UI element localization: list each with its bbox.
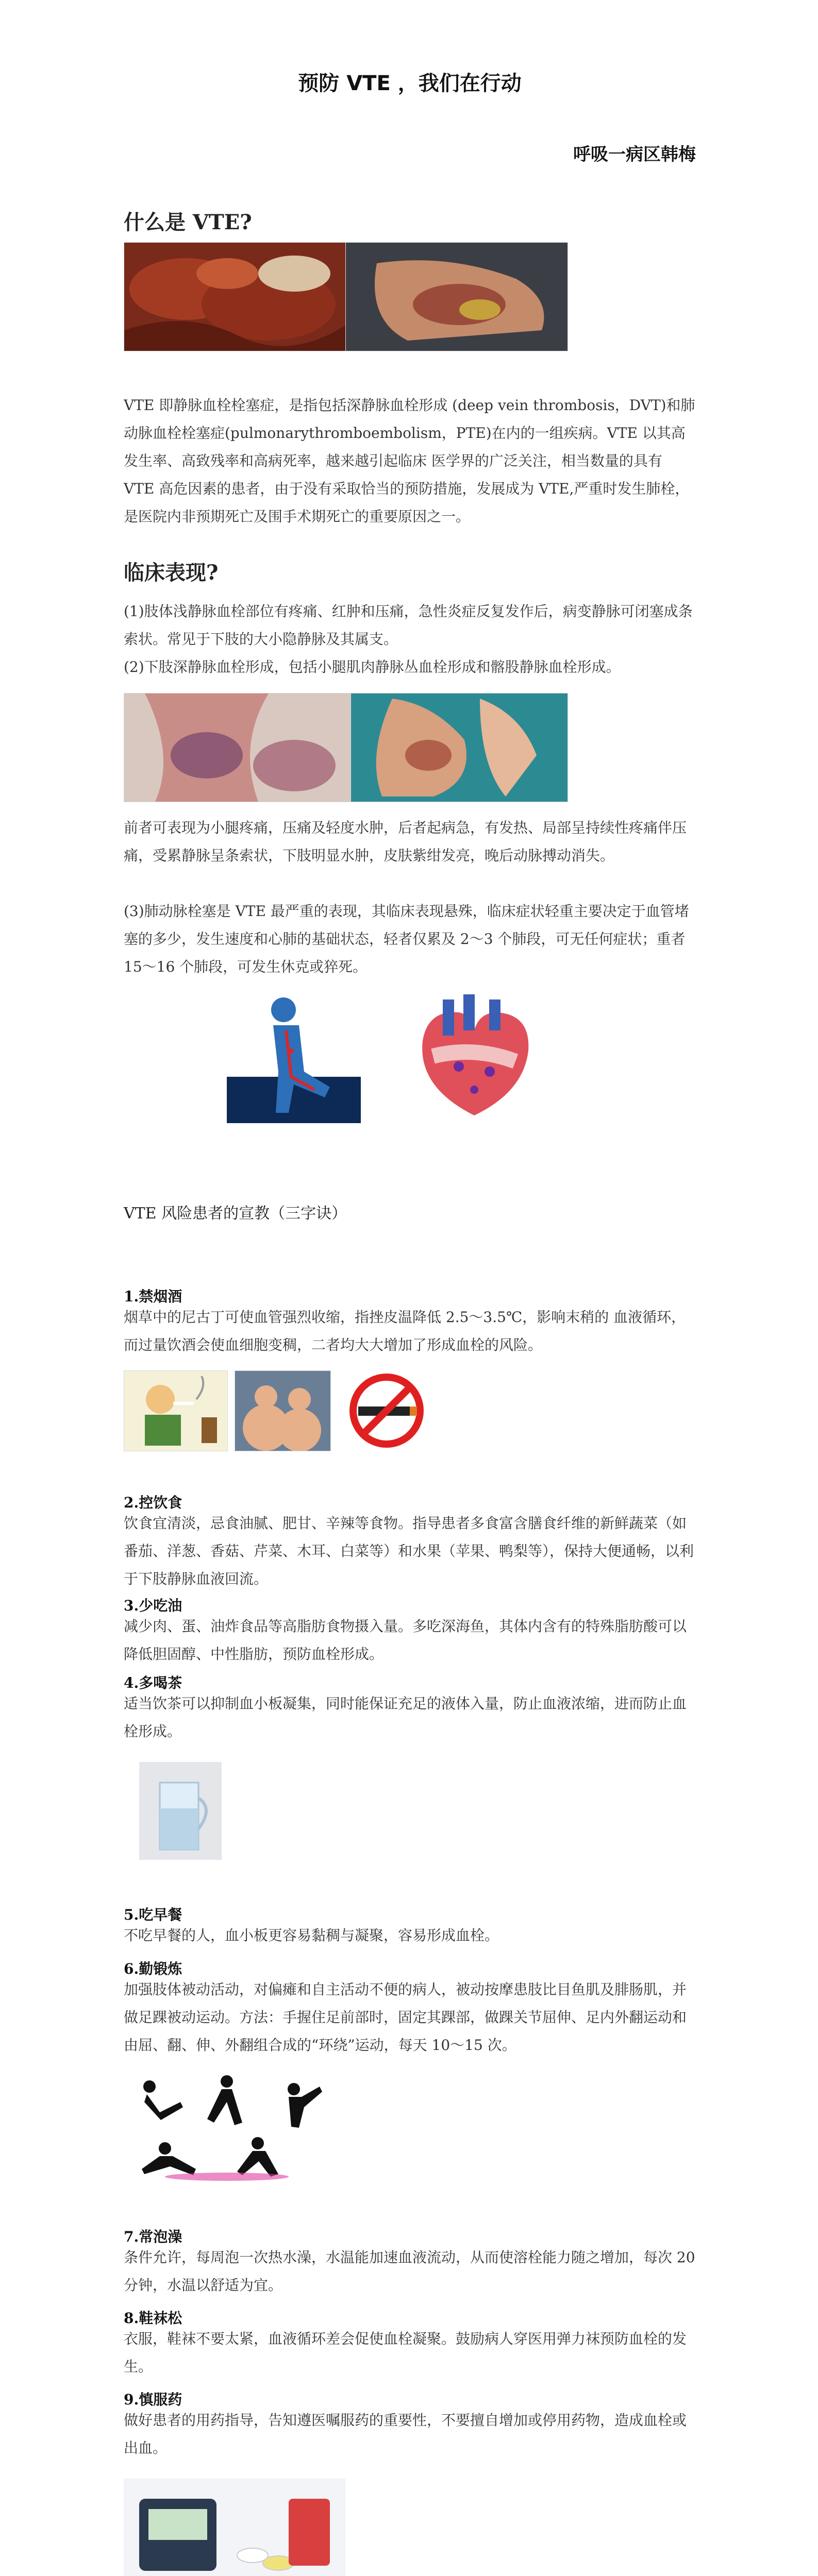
edu-item-5-text: 不吃早餐的人，血小板更容易黏稠与凝聚，容易形成血栓。 — [124, 1927, 499, 1944]
edu-item-6-text: 加强肢体被动活动，对偏瘫和自主活动不便的病人，被动按摩患肢比目鱼肌及腓肠肌，并做足踝被动运动。方法：手握住足前部时，固定其踝部，做踝关节屈伸、足内外翻运动和由屈、翻、伸、外翻组合成的“环绕”运动，每天 10～15 次。 — [124, 1981, 687, 2054]
clinical-p3: 前者可表现为小腿疼痛，压痛及轻度水肿，后者起病急，有发热、局部呈持续性疼痛伴压痛，受累静脉呈条索状，下肢明显水肿，皮肤紫绀发亮，晚后动脉搏动消失。 — [124, 819, 687, 864]
clinical-p1: (1)肢体浅静脉血栓部位有疼痛、红肿和压痛，急性炎症反复发作后，病变静脉可闭塞成条索状。常见于下肢的大小隐静脉及其属支。 — [124, 603, 693, 648]
section-heading-clinical: 临床表现? — [124, 561, 219, 585]
section-heading-what-is: 什么是 VTE? — [124, 210, 252, 234]
obese-children-photo — [235, 1370, 331, 1451]
smoking-cartoon — [124, 1370, 228, 1451]
author-line: 呼吸一病区韩梅 — [573, 144, 696, 165]
edu-item-7-text: 条件允许，每周泡一次热水澡，水温能加速血液流动，从而使溶栓能力随之增加，每次 20 分钟，水温以舒适为宜。 — [124, 2249, 695, 2294]
edu-item-8-text: 衣服，鞋袜不要太紧，血液循环差会促使血栓凝聚。鼓励病人穿医用弹力袜预防血栓的发生。 — [124, 2330, 687, 2375]
tea-cup-photo — [124, 1752, 235, 1862]
edu-item-5-label: 5.吃早餐 — [124, 1906, 182, 1923]
clinical-p4: (3)肺动脉栓塞是 VTE 最严重的表现，其临床表现悬殊，临床症状轻重主要决定于血管堵塞的多少，发生速度和心肺的基础状态，轻者仅累及 2～3 个肺段，可无任何症状；重者 15～16 个肺段，可发生休克或猝死。 — [124, 903, 689, 975]
exercise-poses-illustration — [124, 2066, 330, 2182]
edu-item-3-text: 减少肉、蛋、油炸食品等高脂肪食物摄入量。多吃深海鱼，其体内含有的特殊脂肪酸可以降低胆固醇、中性脂肪，预防血栓形成。 — [124, 1618, 687, 1663]
edu-item-2-text: 饮食宜清淡，忌食油腻、肥甘、辛辣等食物。指导患者多食富含膳食纤维的新鲜蔬菜（如番茄、洋葱、香菇、芹菜、木耳、白菜等）和水果（苹果、鸭梨等），保持大便通畅，以利于下肢静脉血液回流。 — [124, 1515, 694, 1587]
page-title: 预防 VTE ，我们在行动 — [298, 72, 522, 95]
leg-skin-photo-right — [350, 693, 568, 802]
vein-illustration — [227, 989, 361, 1123]
edu-item-9-text: 做好患者的用药指导，告知遵医嘱服药的重要性，不要擅自增加或停用药物，造成血栓或出血。 — [124, 2412, 687, 2456]
edu-item-4-label: 4.多喝茶 — [124, 1674, 182, 1691]
edu-item-6-label: 6.勤锻炼 — [124, 1960, 182, 1977]
edu-item-9-label: 9.慎服药 — [124, 2391, 182, 2408]
edu-item-3-label: 3.少吃油 — [124, 1597, 182, 1614]
what-is-paragraph: VTE 即静脉血栓栓塞症，是指包括深静脉血栓形成 (deep vein thrombosis，DVT)和肺动脉血栓栓塞症(pulmonarythromboembolism，PTE)在内的一组疾病。VTE 以其高发生率、高致残率和高病死率，越来越引起临床 医学界的广泛关注，相当数量的具有 VTE 高危因素的患者，由于没有采取恰当的预防措施，发展成为 VTE,严重时发生肺栓，是医院内非预期死亡及围手术期死亡的重要原因之一。 — [124, 397, 695, 525]
blood-clot-photo — [124, 242, 346, 351]
section-heading-education: VTE 风险患者的宣教（三字诀） — [124, 1205, 347, 1223]
heart-illustration — [397, 989, 552, 1123]
edu-item-4-text: 适当饮茶可以抑制血小板凝集，同时能保证充足的液体入量，防止血液浓缩，进而防止血栓形成。 — [124, 1695, 687, 1740]
edu-item-2-label: 2.控饮食 — [124, 1494, 182, 1511]
swollen-leg-photo — [345, 242, 568, 351]
clinical-p2: (2)下肢深静脉血栓形成，包括小腿肌肉静脉丛血栓形成和髂股静脉血栓形成。 — [124, 658, 621, 675]
edu-item-8-label: 8.鞋袜松 — [124, 2310, 182, 2327]
edu-item-1-text: 烟草中的尼古丁可使血管强烈收缩，指挫皮温降低 2.5～3.5℃，影响末稍的 血液循环，而过量饮酒会使血细胞变稠，二者均大大增加了形成血栓的风险。 — [124, 1309, 686, 1353]
no-smoking-icon — [338, 1370, 436, 1450]
medicine-glucometer-photo — [124, 2478, 345, 2576]
edu-item-7-label: 7.常泡澡 — [124, 2228, 182, 2245]
leg-skin-photo-left — [124, 693, 352, 802]
edu-item-1-label: 1.禁烟酒 — [124, 1288, 182, 1305]
